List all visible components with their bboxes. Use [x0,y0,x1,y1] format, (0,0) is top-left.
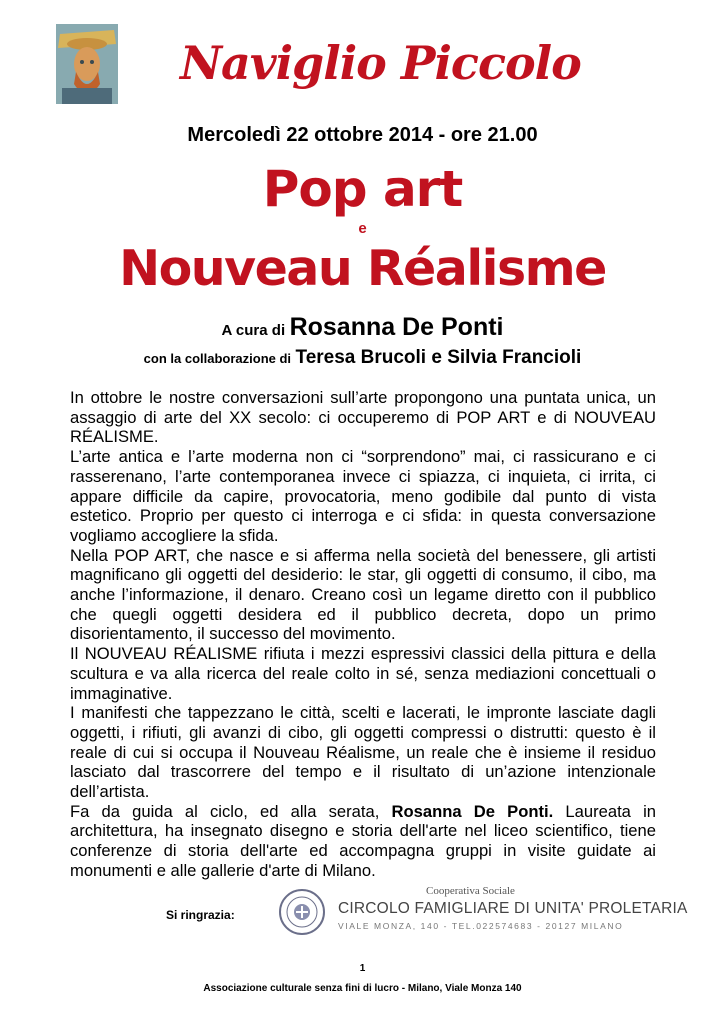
sponsor-address: VIALE MONZA, 140 - TEL.022574683 - 20127 MILANO [338,921,624,931]
paragraph-nouveau-realisme: Il NOUVEAU RÉALISME rifiuta i mezzi espressivi classici della pittura e della scultura e va alla ricerca del reale colto in sé, senza mediazioni concettuali o immaginative. [70,644,656,703]
article-body [70,388,656,881]
curator-prefix: A cura di [221,322,286,339]
collab-prefix: con la collaborazione di [143,351,292,366]
masthead-title: Naviglio Piccolo [180,36,581,90]
page-number: 1 [359,963,366,974]
footer-text: Associazione culturale senza fini di lucro - Milano, Viale Monza 140 [203,983,522,994]
sponsor-cooperative-label: Cooperativa Sociale [426,885,515,897]
event-title-conjunction: e [358,220,367,237]
event-date: Mercoledì 22 ottobre 2014 - ore 21.00 [187,124,538,146]
circolo-seal-icon [278,888,326,936]
paragraph-intro: In ottobre le nostre conversazioni sull’arte propongono una puntata unica, un assaggio di arte del XX secolo: ci occuperemo di POP ART e di NOUVEAU RÉALISME. [70,388,656,447]
collab-names: Teresa Brucoli e Silvia Francioli [295,347,582,368]
paragraph-guide [70,802,656,881]
event-title-line2: Nouveau Réalisme [119,240,606,297]
curator-name: Rosanna De Ponti [289,313,504,341]
thanks-label: Si ringrazia: [166,908,235,922]
event-title-line1: Pop art [262,160,463,218]
paragraph-manifesti: I manifesti che tappezzano le città, scelti e lacerati, le impronte lasciate dagli oggetti, i rifiuti, gli avanzi di cibo, gli oggetti compressi o distrutti: questo è il reale di cui si occupa il Nouveau Réalisme, un reale che è insieme il residuo lasciato dal trascorrere del tempo e il risultato di un’azione intenzionale dell’artista. [70,703,656,802]
collaboration-line [0,347,725,369]
paragraph-contemporary-art: L’arte antica e l’arte moderna non ci “sorprendono” mai, ci rassicurano e ci rasserenano, l’arte contemporanea invece ci spiazza, ci inquieta, ci irrita, ci appare difficile da capire, provocatoria, meno godibile dal punto di vista estetico. Proprio per questo ci interroga e ci sfida: in questa conversazione vogliamo accogliere la sfida. [70,447,656,545]
van-gogh-self-portrait-icon [56,24,118,104]
guide-name: Rosanna De Ponti. [391,801,554,821]
guide-text-start: Fa da guida al ciclo, ed alla serata, [70,801,392,821]
guide-text-end: Laureata in architettura, ha insegnato disegno e storia dell'arte nel liceo scientifico, tiene conferenze di storia dell'arte ed accompagna gruppi in visite guidate ai monumenti e alle gallerie d'arte di Milano. [70,801,656,880]
paragraph-pop-art: Nella POP ART, che nasce e si afferma nella società del benessere, gli artisti magnificano gli oggetti del desiderio: le star, gli oggetti di consumo, il cibo, ma anche l’informazione, il denaro. Creano così un legame diretto con il pubblico che quegli oggetti desidera ed il pubblico decreta, dopo un primo disorientamento, il successo del movimento. [70,545,656,644]
sponsor-name: CIRCOLO FAMIGLIARE DI UNITA' PROLETARIA [338,900,688,917]
curator-line [0,313,725,342]
